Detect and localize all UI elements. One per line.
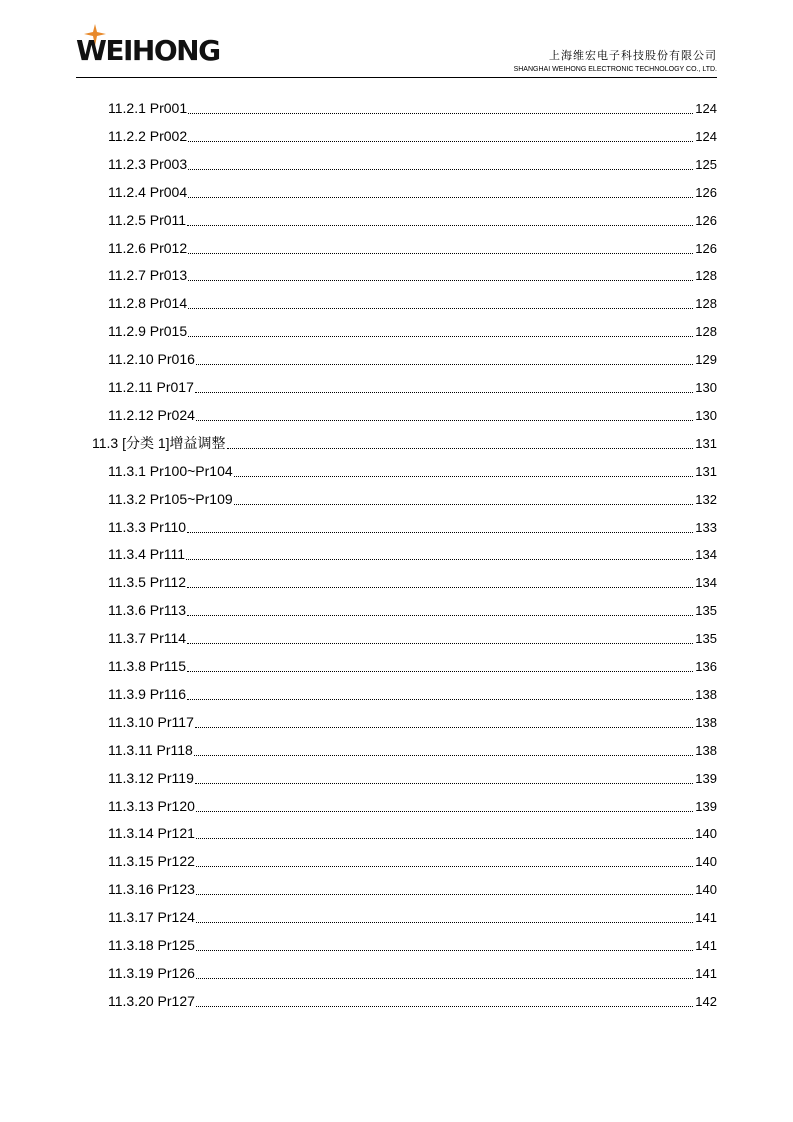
toc-entry-title: 11.3.20 Pr127	[108, 993, 195, 1009]
toc-entry[interactable]	[108, 768, 717, 788]
toc-entry-title: 11.2.5 Pr011	[108, 212, 187, 228]
toc-dot-leader	[187, 587, 693, 588]
toc-dot-leader	[196, 811, 693, 812]
toc-entry-title: 11.2.2 Pr002	[108, 128, 188, 144]
toc-entry[interactable]	[108, 740, 717, 760]
toc-dot-leader	[187, 671, 693, 672]
company-name-english: SHANGHAI WEIHONG ELECTRONIC TECHNOLOGY CO., LTD.	[513, 66, 717, 73]
toc-entry[interactable]	[108, 98, 717, 118]
toc-entry-title: 11.3.8 Pr115	[108, 658, 187, 674]
toc-entry-title: 11.2.12 Pr024	[108, 407, 195, 423]
toc-entry-title: 11.3.14 Pr121	[108, 825, 195, 841]
toc-entry-page-number: 132	[695, 492, 717, 507]
toc-entry[interactable]	[108, 182, 717, 202]
toc-entry[interactable]	[108, 823, 717, 843]
toc-dot-leader	[196, 950, 693, 951]
toc-entry-page-number: 128	[695, 268, 717, 283]
toc-entry-page-number: 128	[695, 296, 717, 311]
toc-entry[interactable]	[108, 265, 717, 285]
toc-entry-title: 11.3.2 Pr105~Pr109	[108, 491, 233, 507]
toc-dot-leader	[195, 783, 693, 784]
toc-dot-leader	[187, 615, 693, 616]
toc-entry-title: 11.2.7 Pr013	[108, 267, 188, 283]
toc-entry[interactable]	[108, 796, 717, 816]
toc-entry-page-number: 134	[695, 575, 717, 590]
toc-entry-title: 11.2.6 Pr012	[108, 240, 188, 256]
toc-dot-leader	[196, 1006, 693, 1007]
toc-dot-leader	[188, 197, 693, 198]
toc-entry-title: 11.2.11 Pr017	[108, 379, 194, 395]
toc-entry-title: 11.3.10 Pr117	[108, 714, 194, 730]
toc-dot-leader	[187, 643, 693, 644]
toc-entry-page-number: 140	[695, 826, 717, 841]
toc-entry[interactable]	[108, 684, 717, 704]
toc-entry-title: 11.3.19 Pr126	[108, 965, 195, 981]
toc-entry-page-number: 133	[695, 520, 717, 535]
toc-entry-page-number: 140	[695, 854, 717, 869]
toc-entry-page-number: 136	[695, 659, 717, 674]
toc-entry-title: 11.2.10 Pr016	[108, 351, 195, 367]
toc-entry-title: 11.3.17 Pr124	[108, 909, 195, 925]
toc-entry[interactable]	[108, 656, 717, 676]
toc-entry-title: 11.2.1 Pr001	[108, 100, 188, 116]
toc-entry[interactable]	[108, 517, 717, 537]
toc-dot-leader	[195, 727, 693, 728]
toc-entry[interactable]	[108, 991, 717, 1011]
toc-entry-title: 11.3.7 Pr114	[108, 630, 187, 646]
toc-entry-title: 11.3 [分类 1]增益调整	[92, 435, 226, 451]
toc-entry-title: 11.3.13 Pr120	[108, 798, 195, 814]
toc-entry[interactable]	[92, 433, 717, 453]
toc-entry[interactable]	[108, 879, 717, 899]
toc-entry-page-number: 131	[695, 464, 717, 479]
toc-entry-page-number: 124	[695, 129, 717, 144]
toc-dot-leader	[186, 559, 693, 560]
toc-dot-leader	[187, 225, 693, 226]
toc-entry-page-number: 134	[695, 547, 717, 562]
toc-dot-leader	[234, 504, 694, 505]
toc-entry-title: 11.2.3 Pr003	[108, 156, 188, 172]
toc-entry-page-number: 126	[695, 241, 717, 256]
toc-dot-leader	[188, 253, 693, 254]
toc-dot-leader	[196, 838, 693, 839]
toc-dot-leader	[188, 336, 693, 337]
logo-text: WEIHONG	[76, 34, 220, 67]
toc-dot-leader	[195, 392, 693, 393]
toc-entry-title: 11.2.4 Pr004	[108, 184, 188, 200]
toc-dot-leader	[196, 894, 693, 895]
toc-entry-title: 11.2.9 Pr015	[108, 323, 188, 339]
toc-entry[interactable]	[108, 210, 717, 230]
toc-dot-leader	[196, 420, 693, 421]
toc-entry-page-number: 141	[695, 938, 717, 953]
toc-entry-title: 11.3.16 Pr123	[108, 881, 195, 897]
toc-entry[interactable]	[108, 963, 717, 983]
toc-entry-page-number: 125	[695, 157, 717, 172]
toc-entry-page-number: 128	[695, 324, 717, 339]
weihong-logo	[76, 24, 246, 68]
toc-entry-page-number: 130	[695, 380, 717, 395]
header-divider	[76, 77, 717, 78]
toc-entry-page-number: 139	[695, 771, 717, 786]
toc-dot-leader	[188, 141, 693, 142]
page-header	[0, 0, 793, 80]
toc-entry-title: 11.3.12 Pr119	[108, 770, 194, 786]
toc-entry[interactable]	[108, 600, 717, 620]
toc-entry[interactable]	[108, 907, 717, 927]
toc-entry[interactable]	[108, 851, 717, 871]
toc-entry-title: 11.3.6 Pr113	[108, 602, 187, 618]
toc-entry[interactable]	[108, 321, 717, 341]
toc-entry-page-number: 126	[695, 185, 717, 200]
toc-entry-title: 11.3.1 Pr100~Pr104	[108, 463, 233, 479]
toc-entry[interactable]	[108, 489, 717, 509]
company-name-chinese: 上海维宏电子科技股份有限公司	[549, 49, 717, 62]
toc-entry[interactable]	[108, 377, 717, 397]
toc-dot-leader	[187, 699, 693, 700]
toc-entry[interactable]	[108, 349, 717, 369]
toc-dot-leader	[188, 113, 693, 114]
toc-dot-leader	[188, 169, 693, 170]
toc-entry-title: 11.3.3 Pr110	[108, 519, 187, 535]
toc-entry-title: 11.3.4 Pr111	[108, 546, 186, 562]
toc-entry-page-number: 129	[695, 352, 717, 367]
toc-entry-page-number: 139	[695, 799, 717, 814]
toc-entry-page-number: 142	[695, 994, 717, 1009]
toc-entry-page-number: 124	[695, 101, 717, 116]
toc-entry-page-number: 126	[695, 213, 717, 228]
toc-entry[interactable]	[108, 126, 717, 146]
toc-entry-page-number: 131	[695, 436, 717, 451]
toc-dot-leader	[194, 755, 693, 756]
toc-entry-page-number: 138	[695, 743, 717, 758]
toc-entry-page-number: 140	[695, 882, 717, 897]
toc-entry[interactable]	[108, 935, 717, 955]
toc-dot-leader	[187, 532, 693, 533]
toc-entry[interactable]	[108, 544, 717, 564]
toc-entry-page-number: 135	[695, 631, 717, 646]
toc-entry-title: 11.3.9 Pr116	[108, 686, 187, 702]
toc-entry-title: 11.3.15 Pr122	[108, 853, 195, 869]
toc-dot-leader	[188, 280, 693, 281]
toc-entry-page-number: 138	[695, 715, 717, 730]
toc-entry[interactable]	[108, 712, 717, 732]
toc-entry[interactable]	[108, 572, 717, 592]
toc-entry-title: 11.3.18 Pr125	[108, 937, 195, 953]
toc-entry[interactable]	[108, 293, 717, 313]
toc-entry[interactable]	[108, 405, 717, 425]
toc-entry-page-number: 138	[695, 687, 717, 702]
toc-entry-title: 11.3.5 Pr112	[108, 574, 187, 590]
toc-entry-page-number: 135	[695, 603, 717, 618]
toc-dot-leader	[196, 364, 693, 365]
toc-entry[interactable]	[108, 461, 717, 481]
toc-entry-title: 11.2.8 Pr014	[108, 295, 188, 311]
toc-entry[interactable]	[108, 628, 717, 648]
toc-entry-page-number: 130	[695, 408, 717, 423]
toc-dot-leader	[234, 476, 694, 477]
toc-dot-leader	[227, 448, 694, 449]
toc-entry-page-number: 141	[695, 910, 717, 925]
toc-entry-page-number: 141	[695, 966, 717, 981]
toc-entry[interactable]	[108, 154, 717, 174]
toc-entry[interactable]	[108, 238, 717, 258]
toc-dot-leader	[188, 308, 693, 309]
toc-dot-leader	[196, 922, 693, 923]
toc-entry-title: 11.3.11 Pr118	[108, 742, 193, 758]
toc-dot-leader	[196, 978, 693, 979]
toc-dot-leader	[196, 866, 693, 867]
